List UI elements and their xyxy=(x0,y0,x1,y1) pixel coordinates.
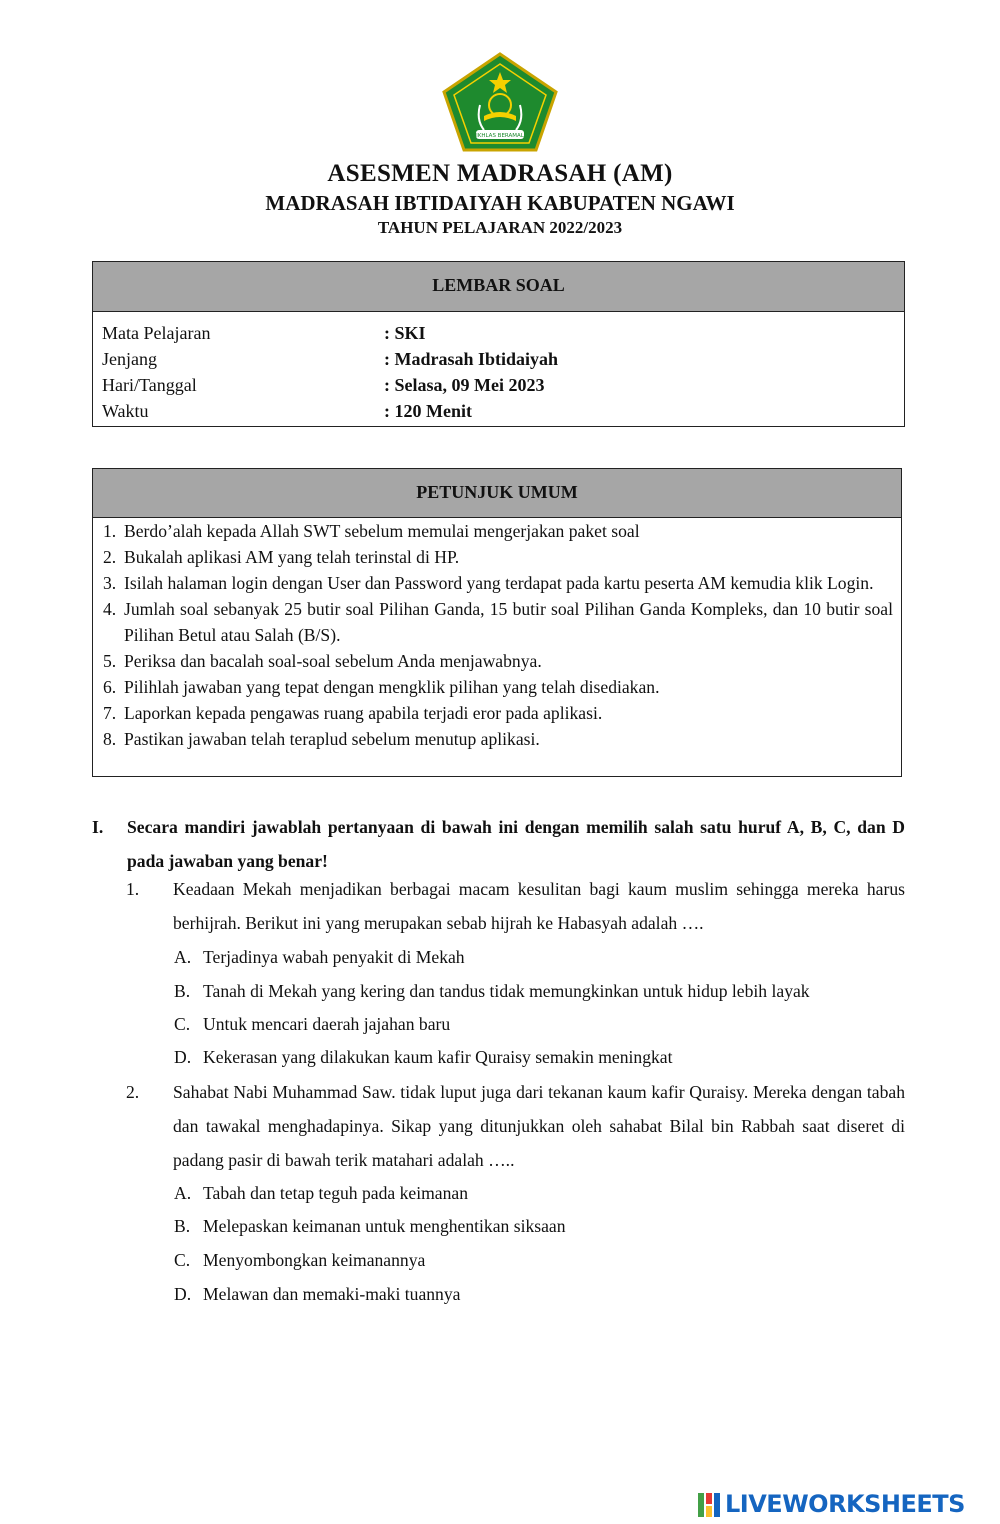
answer-option[interactable] xyxy=(174,1007,450,1041)
list-number: 5. xyxy=(103,651,117,671)
option-letter: A. xyxy=(174,1183,192,1203)
list-text: Berdo’alah kepada Allah SWT sebelum memulai mengerjakan paket soal xyxy=(124,521,640,541)
answer-option[interactable] xyxy=(174,1040,673,1074)
list-number: 7. xyxy=(103,703,117,723)
option-letter: B. xyxy=(174,1216,191,1236)
info-value: : 120 Menit xyxy=(384,401,472,421)
list-item xyxy=(103,596,893,648)
option-letter: D. xyxy=(174,1284,192,1304)
list-text: Bukalah aplikasi AM yang telah terinstal di HP. xyxy=(124,547,460,567)
petunjuk-heading: PETUNJUK UMUM xyxy=(93,469,901,518)
liveworksheets-logo-icon xyxy=(698,1493,720,1517)
list-item xyxy=(103,518,893,544)
list-text: Laporkan kepada pengawas ruang apabila terjadi eror pada aplikasi. xyxy=(124,703,603,723)
option-text: Untuk mencari daerah jajahan baru xyxy=(203,1014,451,1034)
option-text: Tanah di Mekah yang kering dan tandus tidak memungkinkan untuk hidup lebih layak xyxy=(203,981,810,1001)
list-item xyxy=(103,544,893,570)
liveworksheets-watermark xyxy=(698,1490,992,1518)
answer-option[interactable] xyxy=(174,940,465,974)
lembar-soal-box xyxy=(92,261,905,427)
info-label: Waktu xyxy=(102,401,149,421)
answer-option[interactable] xyxy=(174,1243,425,1277)
option-text: Menyombongkan keimanannya xyxy=(203,1250,426,1270)
option-letter: A. xyxy=(174,947,192,967)
page-title: ASESMEN MADRASAH (AM) xyxy=(327,160,673,187)
info-value: : SKI xyxy=(384,323,426,343)
question-text: Sahabat Nabi Muhammad Saw. tidak luput juga dari tekanan kaum kafir Quraisy. Mereka dengan tabah dan tawakal menghadapinya. Sikap yang ditunjukkan oleh sahabat Bilal bin Rabbah saat diseret di padang pasir di bawah terik matahari adalah ….. xyxy=(173,1082,905,1170)
list-number: 6. xyxy=(103,677,117,697)
option-text: Kekerasan yang dilakukan kaum kafir Quraisy semakin meningkat xyxy=(203,1047,673,1067)
list-item xyxy=(103,570,893,596)
list-item xyxy=(103,648,893,674)
info-label: Mata Pelajaran xyxy=(102,323,211,343)
petunjuk-list xyxy=(103,518,893,752)
option-letter: B. xyxy=(174,981,191,1001)
logo-motto: IKHLAS BERAMAL xyxy=(476,133,524,139)
info-row xyxy=(102,320,892,346)
list-text: Jumlah soal sebanyak 25 butir soal Pilihan Ganda, 15 butir soal Pilihan Ganda Kompleks, dan 10 butir soal Pilihan Betul atau Salah (B/S). xyxy=(124,599,893,645)
info-label: Jenjang xyxy=(102,349,157,369)
question-number: 2. xyxy=(126,1082,140,1102)
page-subtitle: MADRASAH IBTIDAIYAH KABUPATEN NGAWI xyxy=(265,191,735,215)
lembar-soal-heading: LEMBAR SOAL xyxy=(93,262,904,312)
info-value: : Selasa, 09 Mei 2023 xyxy=(384,375,545,395)
info-label: Hari/Tanggal xyxy=(102,375,197,395)
kemenag-logo xyxy=(440,50,560,154)
list-text: Pastikan jawaban telah teraplud sebelum menutup aplikasi. xyxy=(124,729,540,749)
list-number: 8. xyxy=(103,729,117,749)
answer-option[interactable] xyxy=(174,1176,468,1210)
option-letter: D. xyxy=(174,1047,192,1067)
question-number: 1. xyxy=(126,879,140,899)
answer-option[interactable] xyxy=(174,974,810,1008)
info-row xyxy=(102,398,892,424)
list-number: 3. xyxy=(103,573,117,593)
info-row xyxy=(102,372,892,398)
petunjuk-umum-box xyxy=(92,468,902,777)
list-item xyxy=(103,726,893,752)
list-number: 2. xyxy=(103,547,117,567)
list-number: 1. xyxy=(103,521,117,541)
list-text: Pilihlah jawaban yang tepat dengan mengklik pilihan yang telah disediakan. xyxy=(124,677,660,697)
option-text: Terjadinya wabah penyakit di Mekah xyxy=(203,947,465,967)
list-text: Isilah halaman login dengan User dan Password yang terdapat pada kartu peserta AM kemudia klik Login. xyxy=(124,573,874,593)
section-number: I. xyxy=(92,817,104,837)
option-letter: C. xyxy=(174,1014,191,1034)
option-text: Tabah dan tetap teguh pada keimanan xyxy=(203,1183,469,1203)
list-item xyxy=(103,700,893,726)
answer-option[interactable] xyxy=(174,1209,566,1243)
watermark-text: LIVEWORKSHEETS xyxy=(725,1490,965,1518)
option-text: Melepaskan keimanan untuk menghentikan siksaan xyxy=(203,1216,566,1236)
option-letter: C. xyxy=(174,1250,191,1270)
question-text: Keadaan Mekah menjadikan berbagai macam kesulitan bagi kaum muslim sehingga mereka harus berhijrah. Berikut ini yang merupakan sebab hijrah ke Habasyah adalah …. xyxy=(173,879,905,933)
academic-year: TAHUN PELAJARAN 2022/2023 xyxy=(377,218,623,237)
section-text: Secara mandiri jawablah pertanyaan di bawah ini dengan memilih salah satu huruf A, B, C, dan D pada jawaban yang benar! xyxy=(127,817,905,871)
option-text: Melawan dan memaki-maki tuannya xyxy=(203,1284,461,1304)
list-item xyxy=(103,674,893,700)
list-number: 4. xyxy=(103,599,117,619)
list-text: Periksa dan bacalah soal-soal sebelum Anda menjawabnya. xyxy=(124,651,542,671)
info-row xyxy=(102,346,892,372)
info-value: : Madrasah Ibtidaiyah xyxy=(384,349,559,369)
answer-option[interactable] xyxy=(174,1277,460,1311)
